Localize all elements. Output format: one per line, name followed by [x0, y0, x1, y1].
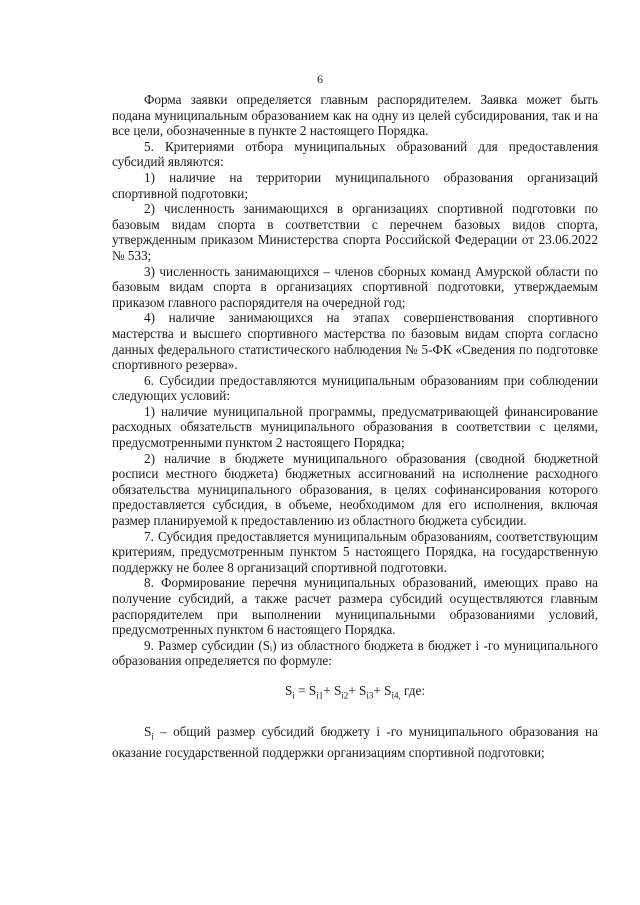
paragraph-application-form: Форма заявки определяется главным распорядителем. Заявка может быть подана муниципальным образованием как на одну из целей субсидирования, так и на все цели, обозначенные в пункте 2 настоящего Порядка.: [112, 92, 598, 139]
paragraph-item-7: 7. Субсидия предоставляется муниципальным образованиям, соответствующим критериям, предусмотренным пунктом 5 настоящего Порядка, на государственную поддержку не более 8 организаций спортивной подготовки.: [112, 528, 598, 575]
paragraph-condition-1: 1) наличие муниципальной программы, предусматривающей финансирование расходных обязательств муниципального образования в соответствии с целями, предусмотренными пунктом 2 настоящего Порядка;: [112, 403, 598, 451]
paragraph-item-9: 9. Размер субсидии (Sᵢ) из областного бюджета в бюджет i -го муниципального образования определяется по формуле:: [112, 637, 598, 669]
formula: $S_i = S_{i1}+ S_{i2}+ S_{i3}+ S_{i4,}$ где:: [284, 682, 426, 701]
definition-si: $S_i$ – общий размер субсидий бюджету i -го муниципального образования на оказание государственной поддержки организациям спортивной подготовки;: [112, 724, 598, 761]
paragraph-criterion-3: 3) численность занимающихся – членов сборных команд Амурской области по базовым видам спорта в организациях спортивной подготовки, утверждаемым приказом главного распорядителя на очередной год;: [112, 263, 598, 310]
paragraph-criterion-2: 2) численность занимающихся в организациях спортивной подготовки по базовым видам спорта в соответствии с перечнем базовых видов спорта, утвержденным приказом Министерства спорта Российской Федерации от 23.06.2022 № 533;: [112, 201, 598, 263]
paragraph-conditions-heading: 6. Субсидии предоставляются муниципальным образованиям при соблюдении следующих условий:: [112, 372, 598, 404]
paragraph-criteria-heading: 5. Критериями отбора муниципальных образований для предоставления субсидий являются:: [112, 138, 598, 170]
paragraph-criterion-4: 4) наличие занимающихся на этапах совершенствования спортивного мастерства и высшего спортивного мастерства по базовым видам спорта согласно данных федерального статистического наблюдения № 5-ФК «Сведения по подготовке спортивного резерва».: [112, 310, 598, 373]
paragraph-condition-2: 2) наличие в бюджете муниципального образования (сводной бюджетной росписи местного бюджета) бюджетных ассигнований на исполнение расходного обязательства муниципального образования, в целях софинансирования которого предоставляется субсидия, в объеме, необходимом для его исполнения, включая размер планируемой к предоставлению из областного бюджета субсидии.: [112, 450, 598, 529]
paragraph-criterion-1: 1) наличие на территории муниципального образования организаций спортивной подготовки;: [112, 169, 598, 201]
document-body: [112, 92, 598, 761]
page-number: 6: [317, 72, 323, 86]
paragraph-item-8: 8. Формирование перечня муниципальных образований, имеющих право на получение субсидий, а также расчет размера субсидий осуществляются главным распорядителем при выполнении муниципальными образованиями условий, предусмотренных пунктом 6 настоящего Порядка.: [112, 575, 598, 638]
